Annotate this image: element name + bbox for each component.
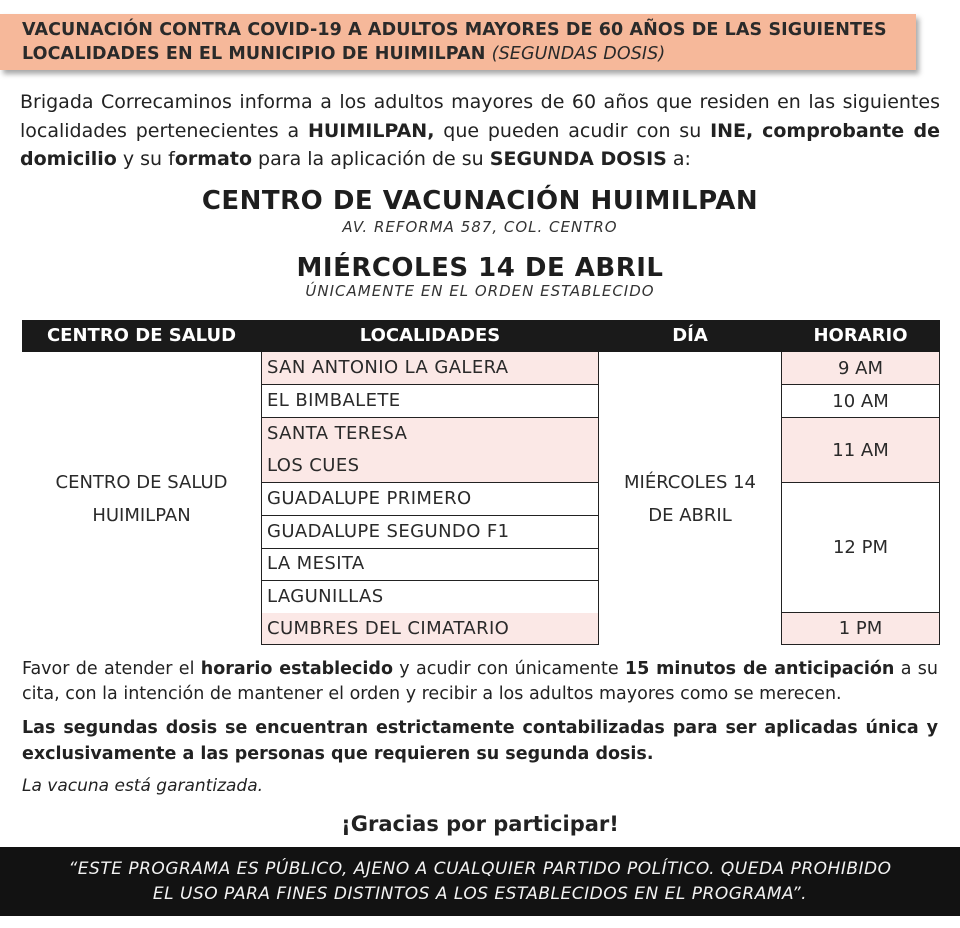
centro-line-2: HUIMILPAN <box>92 504 191 526</box>
intro-text-5: a: <box>666 148 691 170</box>
schedule-table <box>22 320 940 645</box>
localidad-row: SAN ANTONIO LA GALERA <box>261 352 599 385</box>
note-text-2: y acudir con únicamente <box>392 659 625 679</box>
horario-cell: 12 PM <box>781 483 940 613</box>
center-name: CENTRO DE VACUNACIÓN HUIMILPAN <box>201 186 759 216</box>
horario-cell: 9 AM <box>781 352 940 385</box>
intro-text-4: para la aplicación de su <box>252 148 490 170</box>
dia-line-1: MIÉRCOLES 14 <box>623 471 756 493</box>
header-dia: DÍA <box>599 320 781 352</box>
localidad-row: LA MESITA <box>261 548 599 581</box>
intro-text-3: y su f <box>116 148 175 170</box>
banner-line-2 <box>22 42 916 66</box>
intro-text-2: que pueden acudir con su <box>434 119 711 142</box>
localidad-row: GUADALUPE SEGUNDO F1 <box>261 516 599 549</box>
localidad-row: LAGUNILLAS <box>261 581 599 614</box>
title-banner <box>0 14 916 70</box>
localidad-row: SANTA TERESA <box>261 418 599 451</box>
guarantee-note: La vacuna está garantizada. <box>22 776 264 796</box>
footer-line-2: EL USO PARA FINES DISTINTOS A LOS ESTABLECIDOS EN EL PROGRAMA”. <box>152 884 808 904</box>
banner-subtitle: (SEGUNDAS DOSIS) <box>491 44 666 64</box>
order-note: ÚNICAMENTE EN EL ORDEN ESTABLECIDO <box>305 282 655 300</box>
dia-line-2: DE ABRIL <box>648 504 732 526</box>
note-minutes: 15 minutos de anticipación <box>624 659 895 679</box>
legal-footer <box>0 847 960 916</box>
intro-ine: INE, <box>710 119 754 142</box>
header-horario: HORARIO <box>781 320 940 352</box>
header-localidades: LOCALIDADES <box>261 320 599 352</box>
note-text-3: a su cita, con la intención de mantener el orden y recibir a los adultos mayores como se merecen. <box>22 659 938 704</box>
horario-cell: 1 PM <box>781 613 940 645</box>
thanks-message: ¡Gracias por participar! <box>341 812 619 836</box>
centro-cell <box>22 352 261 645</box>
note-text-1: Favor de atender el <box>22 659 201 679</box>
center-address: AV. REFORMA 587, COL. CENTRO <box>342 218 618 236</box>
horario-cell: 11 AM <box>781 418 940 483</box>
intro-second-dose: SEGUNDA DOSIS <box>489 148 667 170</box>
banner-line-2-main: LOCALIDADES EN EL MUNICIPIO DE HUIMILPAN <box>22 44 486 64</box>
centro-line-1: CENTRO DE SALUD <box>55 471 228 493</box>
intro-format: ormato <box>174 148 253 170</box>
intro-proof-of-address: comprobante de domicilio <box>20 119 941 170</box>
dia-cell <box>599 352 781 645</box>
intro-municipality: HUIMILPAN, <box>307 119 435 142</box>
vaccination-date: MIÉRCOLES 14 DE ABRIL <box>296 253 664 283</box>
schedule-note <box>22 657 938 707</box>
intro-paragraph <box>20 88 940 174</box>
localidad-row: LOS CUES <box>261 450 599 483</box>
banner-line-1: VACUNACIÓN CONTRA COVID-19 A ADULTOS MAYORES DE 60 AÑOS DE LAS SIGUIENTES <box>22 20 887 40</box>
dose-note: Las segundas dosis se encuentran estrictamente contabilizadas para ser aplicadas única y exclusivamente a las personas que requieren su segunda dosis. <box>22 718 938 764</box>
intro-text-1: Brigada Correcaminos informa a los adultos mayores de 60 años que residen en las siguientes localidades pertenecientes a <box>20 91 940 142</box>
horario-cell: 10 AM <box>781 385 940 418</box>
localidad-row: GUADALUPE PRIMERO <box>261 483 599 516</box>
localidad-row: EL BIMBALETE <box>261 385 599 418</box>
localidad-row: CUMBRES DEL CIMATARIO <box>261 613 599 645</box>
note-schedule: horario establecido <box>200 659 393 679</box>
footer-line-1: “ESTE PROGRAMA ES PÚBLICO, AJENO A CUALQUIER PARTIDO POLÍTICO. QUEDA PROHIBIDO <box>68 859 892 879</box>
header-centro: CENTRO DE SALUD <box>22 320 261 352</box>
